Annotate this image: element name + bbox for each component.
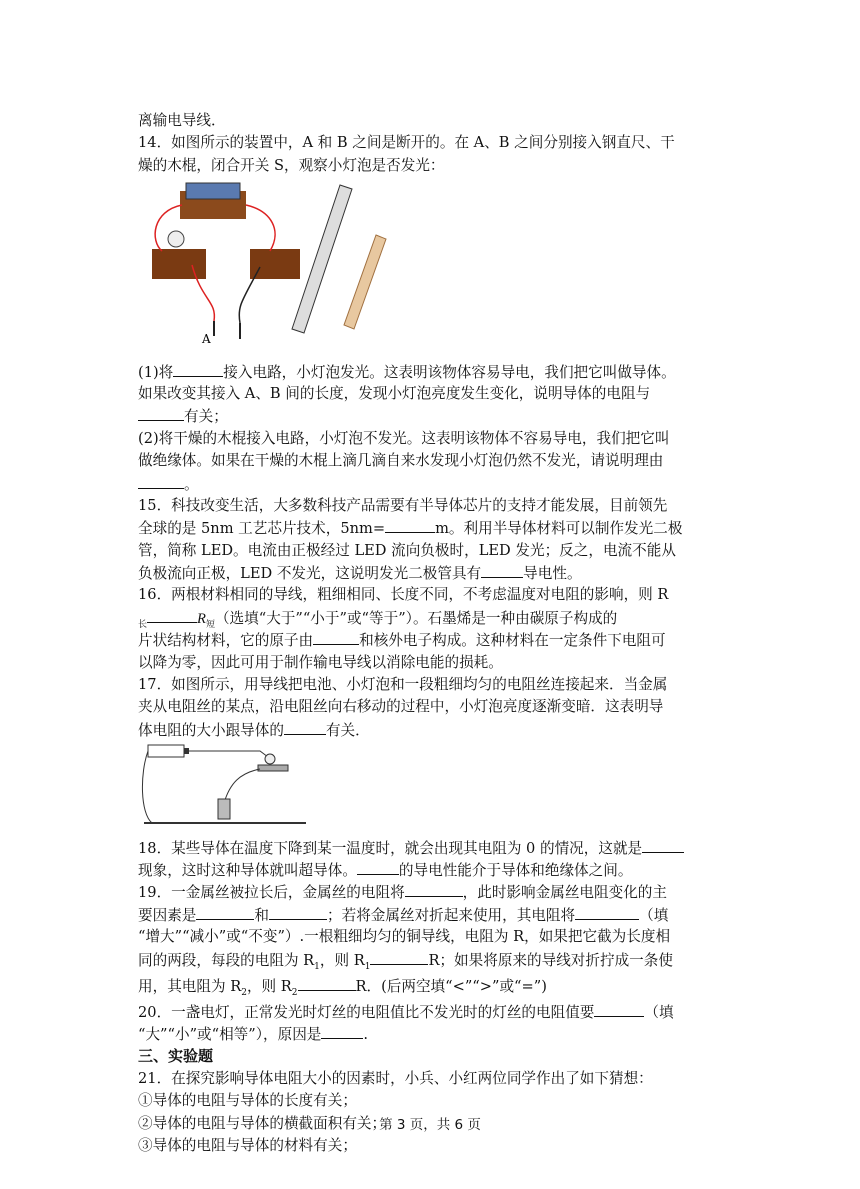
- answer-blank[interactable]: [196, 904, 254, 920]
- text-line: 夹从电阻丝的某点，沿电阻丝向右移动的过程中，小灯泡亮度逐渐变暗．这表明导: [138, 698, 664, 716]
- question-16: 16．两根材料相同的导线，粗细相同、长度不同，不考虑温度对电阻的影响，则 R: [138, 586, 669, 604]
- answer-blank[interactable]: [481, 562, 523, 578]
- text-line: 离输电导线．: [138, 112, 226, 129]
- text-line: (2)将干燥的木棍接入电路，小灯泡不发光。这表明该物体不容易导电，我们把它叫: [138, 429, 670, 447]
- text-line: 做绝缘体。如果在干燥的木棍上滴几滴自来水发现小灯泡仍然不发光，请说明理由: [138, 452, 664, 470]
- label-a: A: [202, 332, 211, 347]
- answer-blank[interactable]: [405, 881, 463, 897]
- page-footer: 第 3 页，共 6 页: [379, 1117, 481, 1133]
- answer-blank[interactable]: [313, 629, 359, 645]
- battery-icon: [148, 745, 184, 757]
- wooden-stick-icon: [344, 235, 386, 329]
- resistance-wire-figure: [140, 743, 310, 829]
- text-line: 同的两段，每段的电阻为 $R_1$，则 $R_1$ R；如果将原来的导线对折拧成一条使: [138, 949, 723, 975]
- switch-board: [250, 249, 300, 279]
- list-item: ①导体的电阻与导体的长度有关；: [138, 1092, 357, 1110]
- text-line: 现象，这时这种导体就叫超导体。 的导电性能介于导体和绝缘体之间。: [138, 859, 723, 881]
- bulb-icon: [265, 754, 275, 764]
- bulb-icon: [168, 231, 184, 247]
- lamp-board: [152, 249, 206, 279]
- ruler-icon: [292, 185, 352, 333]
- text-line: 。: [138, 473, 723, 495]
- answer-blank[interactable]: [357, 859, 399, 875]
- text-line: 体电阻的大小跟导体的 有关．: [138, 719, 723, 741]
- question-20: 20．一盏电灯，正常发光时灯丝的电阻值比不发光时的灯丝的电阻值要 （填: [138, 1001, 723, 1023]
- circuit-figure: [142, 181, 392, 351]
- text-line: 如果改变其接入 A、B 间的长度，发现小灯泡亮度发生变化，说明导体的电阻与: [138, 384, 651, 402]
- text-line: 片状结构材料，它的原子由 和核外电子构成。这种材料在一定条件下电阻可: [138, 629, 723, 651]
- text-line: “增大”“减小”或“不变”）.一根粗细均匀的铜导线，电阻为 R，如果把它截为长度相: [138, 928, 671, 946]
- text-line: 要因素是 和 ；若将金属丝对折起来使用，其电阻将 （填: [138, 904, 723, 926]
- answer-blank[interactable]: [321, 1023, 363, 1039]
- text-line: 全球的是 5nm 工艺芯片技术，5nm= m。利用半导体材料可以制作发光二极: [138, 517, 723, 539]
- battery-icon: [186, 183, 240, 199]
- clip-icon: [218, 799, 230, 819]
- answer-blank[interactable]: [642, 837, 684, 853]
- answer-blank[interactable]: [138, 473, 184, 489]
- text-line: 有关；: [138, 405, 723, 427]
- answer-blank[interactable]: [138, 405, 184, 421]
- text-line: 管，简称 LED。电流由正极经过 LED 流向负极时，LED 发光；反之，电流不能从: [138, 541, 676, 559]
- answer-blank[interactable]: [173, 361, 223, 377]
- text-line: 负极流向正极，LED 不发光，这说明发光二极管具有 导电性。: [138, 562, 723, 584]
- page-content: [138, 110, 723, 1157]
- question-19: 19．一金属丝被拉长后，金属丝的电阻将 ，此时影响金属丝电阻变化的主: [138, 881, 723, 903]
- text-line: 以降为零，因此可用于制作输电导线以消除电能的损耗。: [138, 653, 503, 671]
- question-18: 18．某些导体在温度下降到某一温度时，就会出现其电阻为 0 的情况，这就是: [138, 837, 723, 859]
- answer-blank[interactable]: [298, 975, 356, 991]
- answer-blank[interactable]: [594, 1001, 644, 1017]
- text-line: (1)将 接入电路，小灯泡发光。这表明该物体容易导电，我们把它叫做导体。: [138, 361, 723, 383]
- section-heading: 三、实验题: [138, 1047, 214, 1066]
- question-21: 21．在探究影响导体电阻大小的因素时，小兵、小红两位同学作出了如下猜想：: [138, 1069, 653, 1087]
- answer-blank[interactable]: [284, 719, 326, 735]
- question-15: 15．科技改变生活，大多数科技产品需要有半导体芯片的支持才能发展，目前领先: [138, 496, 668, 514]
- answer-blank[interactable]: [385, 517, 435, 533]
- question-17: 17．如图所示，用导线把电池、小灯泡和一段粗细均匀的电阻丝连接起来．当金属: [138, 676, 668, 694]
- list-item: ③导体的电阻与导体的材料有关；: [138, 1136, 357, 1154]
- list-item: ②导体的电阻与导体的横截面积有关；: [138, 1114, 387, 1132]
- question-14: 14．如图所示的装置中，A 和 B 之间是断开的。在 A、B 之间分别接入钢直尺、干: [138, 134, 675, 152]
- text-line: 燥的木棍，闭合开关 S，观察小灯泡是否发光：: [138, 156, 445, 174]
- text-line: 用，其电阻为 $R_2$，则 $R_2$ R．(后两空填“<”“>”或“=”): [138, 975, 723, 1001]
- text-line: $_长$ $R_短$（选填“大于”“小于”或“等于”）。石墨烯是一种由碳原子构成的: [138, 607, 723, 629]
- answer-blank[interactable]: [575, 904, 639, 920]
- answer-blank[interactable]: [147, 607, 197, 623]
- answer-blank[interactable]: [269, 904, 327, 920]
- answer-blank[interactable]: [370, 949, 428, 965]
- text-line: “大”“小”或“相等”），原因是 .: [138, 1023, 723, 1045]
